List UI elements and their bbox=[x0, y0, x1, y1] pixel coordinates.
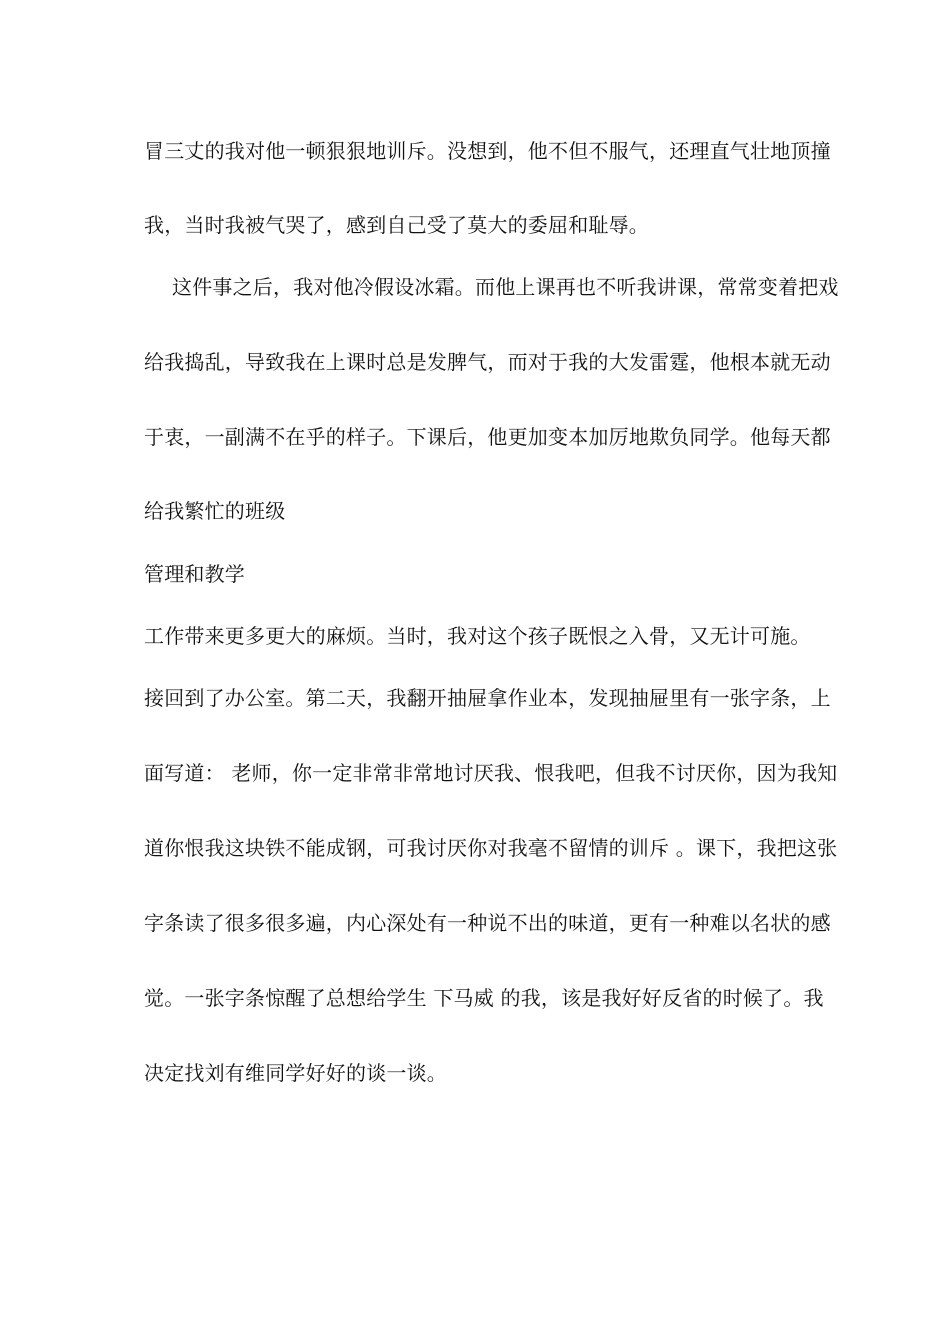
text-line-13: 觉。一张字条惊醒了总想给学生 下马威 的我，该是我好好反省的时候了。我 bbox=[144, 986, 824, 1010]
text-line-7: 管理和教学 bbox=[144, 562, 245, 586]
text-line-1: 冒三丈的我对他一顿狠狠地训斥。没想到，他不但不服气，还理直气壮地顶撞 bbox=[144, 139, 831, 163]
text-line-8: 工作带来更多更大的麻烦。当时，我对这个孩子既恨之入骨，又无计可施。 bbox=[144, 624, 811, 648]
text-line-5: 于衷，一副满不在乎的样子。下课后，他更加变本加厉地欺负同学。他每天都 bbox=[144, 425, 831, 449]
text-line-4: 给我捣乱，导致我在上课时总是发脾气，而对于我的大发雷霆，他根本就无动 bbox=[144, 350, 831, 374]
text-line-2: 我，当时我被气哭了，感到自己受了莫大的委屈和耻辱。 bbox=[144, 213, 649, 237]
text-line-6: 给我繁忙的班级 bbox=[144, 499, 286, 523]
text-line-12: 字条读了很多很多遍，内心深处有一种说不出的味道，更有一种难以名状的感 bbox=[144, 911, 831, 935]
text-line-14: 决定找刘有维同学好好的谈一谈。 bbox=[144, 1061, 447, 1085]
text-line-9: 接回到了办公室。第二天，我翻开抽屉拿作业本，发现抽屉里有一张字条，上 bbox=[144, 686, 831, 710]
text-line-10: 面写道： 老师，你一定非常非常地讨厌我、恨我吧，但我不讨厌你，因为我知 bbox=[144, 761, 838, 785]
text-line-11: 道你恨我这块铁不能成钢，可我讨厌你对我毫不留情的训斥 。课下，我把这张 bbox=[144, 836, 838, 860]
text-line-3: 这件事之后，我对他冷假设冰霜。而他上课再也不听我讲课，常常变着把戏 bbox=[172, 275, 839, 299]
